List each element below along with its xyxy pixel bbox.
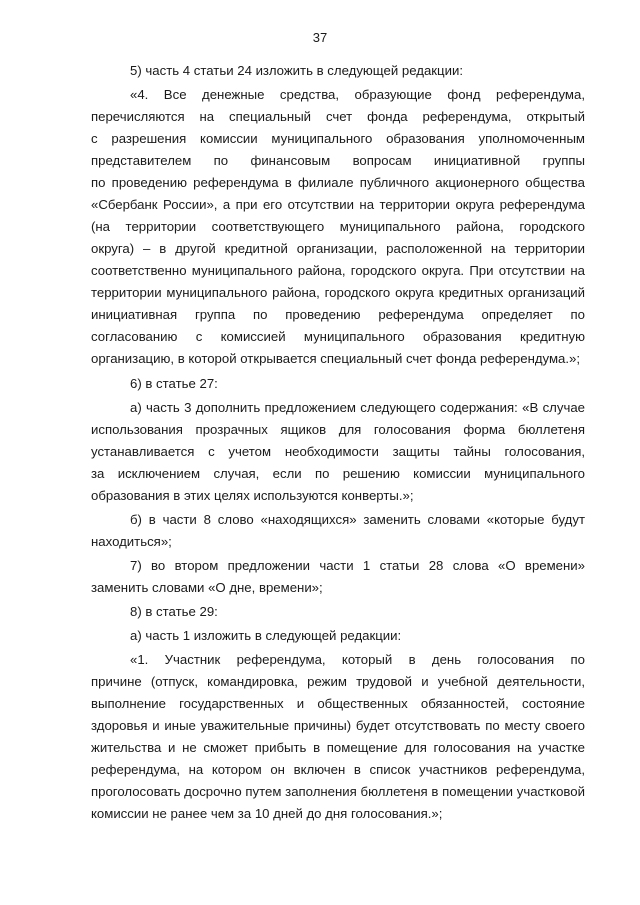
text-line: а) часть 3 дополнить предложением следующего содержания: «В случае xyxy=(130,400,585,415)
text-line: здоровья и иные уважительные причины) будет отсутствовать по месту своего xyxy=(91,718,585,733)
text-line: (на территории соответствующего муниципального района, городского xyxy=(91,219,585,234)
text-line: 6) в статье 27: xyxy=(130,376,218,391)
text-line: использования прозрачных ящиков для голосования форма бюллетеня xyxy=(91,422,585,437)
page-number: 37 xyxy=(312,30,328,45)
text-line: инициативная группа по проведению референдума определяет по xyxy=(91,307,585,322)
text-line: организацию, в которой открывается специальный счет фонда референдума.»; xyxy=(91,351,581,366)
text-line: устанавливается с учетом необходимости защиты тайны голосования, xyxy=(91,444,585,459)
text-line: 5) часть 4 статьи 24 изложить в следующей редакции: xyxy=(130,63,463,78)
text-line: соответственно муниципального района, городского округа. При отсутствии на xyxy=(91,263,585,278)
text-line: проголосовать досрочно путем заполнения бюллетеня в помещении участковой xyxy=(91,784,585,799)
text-line: согласованию с комиссией муниципального образования кредитную xyxy=(91,329,585,344)
text-line: б) в части 8 слово «находящихся» заменить словами «которые будут xyxy=(130,512,585,527)
text-line: жительства и не сможет прибыть в помещение для голосования на участке xyxy=(91,740,585,755)
text-line: «4. Все денежные средства, образующие фонд референдума, xyxy=(130,87,585,102)
text-line: причине (отпуск, командировка, режим трудовой и учебной деятельности, xyxy=(91,674,585,689)
text-line: по проведению референдума в филиале публичного акционерного общества xyxy=(91,175,585,190)
text-line: комиссии не ранее чем за 10 дней до дня голосования.»; xyxy=(91,806,443,821)
text-line: образования в этих целях используются конверты.»; xyxy=(91,488,414,503)
text-line: представителем по финансовым вопросам инициативной группы xyxy=(91,153,585,168)
text-line: 8) в статье 29: xyxy=(130,604,218,619)
text-line: референдума, на котором он включен в список участников референдума, xyxy=(91,762,585,777)
text-line: перечисляются на специальный счет фонда референдума, открытый xyxy=(91,109,585,124)
text-line: «Сбербанк России», а при его отсутствии на территории округа референдума xyxy=(91,197,585,212)
text-line: с разрешения комиссии муниципального образования уполномоченным xyxy=(91,131,585,146)
text-line: округа) – в другой кредитной организации, расположенной на территории xyxy=(91,241,585,256)
text-line: заменить словами «О дне, времени»; xyxy=(91,580,323,595)
text-line: за исключением случая, если по решению комиссии муниципального xyxy=(91,466,585,481)
text-line: территории муниципального района, городского округа кредитных организаций xyxy=(91,285,585,300)
text-line: 7) во втором предложении части 1 статьи 28 слова «О времени» xyxy=(130,558,585,573)
text-line: «1. Участник референдума, который в день голосования по xyxy=(130,652,585,667)
text-line: а) часть 1 изложить в следующей редакции: xyxy=(130,628,402,643)
text-line: выполнение государственных и общественных обязанностей, состояние xyxy=(91,696,585,711)
text-line: находиться»; xyxy=(91,534,172,549)
